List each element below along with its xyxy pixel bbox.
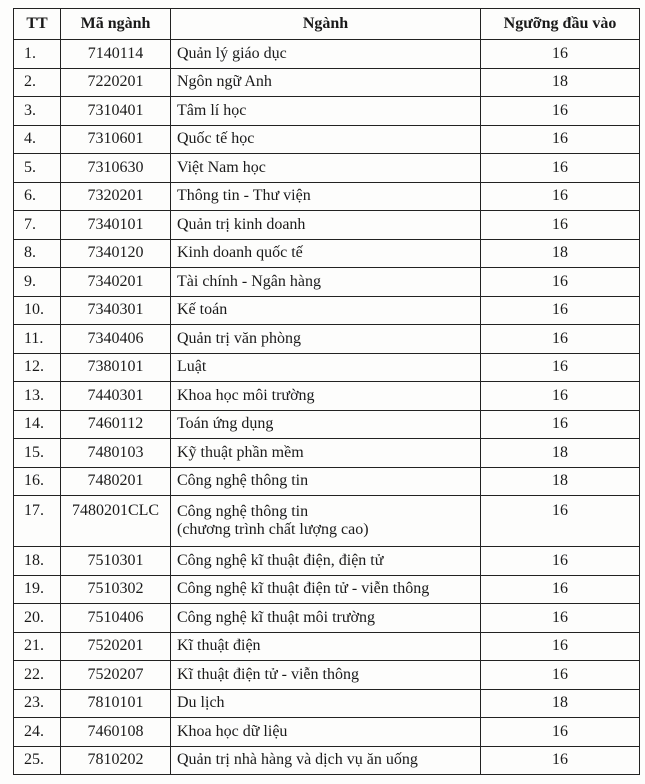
table-row (14, 547, 640, 576)
major-code: 7340120 (61, 239, 171, 268)
row-number: 22. (14, 661, 61, 690)
row-number: 1. (14, 40, 61, 69)
row-number: 10. (14, 296, 61, 325)
threshold-score: 16 (481, 410, 640, 439)
row-number: 9. (14, 268, 61, 297)
row-number: 13. (14, 382, 61, 411)
table-row (14, 604, 640, 633)
major-name: Ngôn ngữ Anh (171, 68, 481, 97)
row-number: 12. (14, 353, 61, 382)
table-row (14, 182, 640, 211)
table-body (14, 40, 640, 775)
threshold-score: 16 (481, 325, 640, 354)
threshold-score: 16 (481, 746, 640, 775)
threshold-score: 16 (481, 97, 640, 126)
threshold-score: 16 (481, 632, 640, 661)
table-row (14, 353, 640, 382)
table-row (14, 410, 640, 439)
row-number: 4. (14, 125, 61, 154)
major-name: Kĩ thuật điện (171, 632, 481, 661)
table-row (14, 746, 640, 775)
major-code: 7460112 (61, 410, 171, 439)
threshold-score: 16 (481, 353, 640, 382)
row-number: 2. (14, 68, 61, 97)
threshold-score: 16 (481, 40, 640, 69)
major-code: 7520201 (61, 632, 171, 661)
major-name: Kế toán (171, 296, 481, 325)
major-name: Công nghệ kĩ thuật môi trường (171, 604, 481, 633)
table-row (14, 211, 640, 240)
major-name-line2: (chương trình chất lượng cao) (177, 521, 369, 538)
row-number: 25. (14, 746, 61, 775)
major-name: Kĩ thuật điện tử - viễn thông (171, 661, 481, 690)
threshold-score: 16 (481, 125, 640, 154)
table-row (14, 661, 640, 690)
row-number: 21. (14, 632, 61, 661)
header-name: Ngành (171, 9, 481, 40)
major-code: 7140114 (61, 40, 171, 69)
header-tt: TT (14, 9, 61, 40)
table-row (14, 296, 640, 325)
table-row (14, 718, 640, 747)
table-row (14, 268, 640, 297)
major-name: Thông tin - Thư viện (171, 182, 481, 211)
major-name: Công nghệ thông tin (171, 467, 481, 496)
major-code: 7310401 (61, 97, 171, 126)
major-code: 7440301 (61, 382, 171, 411)
threshold-score: 18 (481, 689, 640, 718)
major-name (171, 496, 481, 547)
table-row (14, 325, 640, 354)
threshold-score: 16 (481, 296, 640, 325)
major-code: 7220201 (61, 68, 171, 97)
major-code: 7340101 (61, 211, 171, 240)
major-code: 7340201 (61, 268, 171, 297)
major-code: 7510301 (61, 547, 171, 576)
table-row (14, 154, 640, 183)
header-score: Ngưỡng đầu vào (481, 9, 640, 40)
major-code: 7810202 (61, 746, 171, 775)
row-number: 24. (14, 718, 61, 747)
major-name: Toán ứng dụng (171, 410, 481, 439)
major-code: 7310601 (61, 125, 171, 154)
row-number: 20. (14, 604, 61, 633)
major-name: Du lịch (171, 689, 481, 718)
row-number: 15. (14, 439, 61, 468)
major-code: 7480201 (61, 467, 171, 496)
table-row (14, 125, 640, 154)
major-code: 7810101 (61, 689, 171, 718)
major-code: 7380101 (61, 353, 171, 382)
major-name: Tài chính - Ngân hàng (171, 268, 481, 297)
major-code: 7340301 (61, 296, 171, 325)
major-name-line1: Công nghệ thông tin (177, 503, 309, 520)
table-row (14, 632, 640, 661)
major-name: Quản trị kinh doanh (171, 211, 481, 240)
threshold-score: 16 (481, 718, 640, 747)
major-name: Quản lý giáo dục (171, 40, 481, 69)
threshold-score: 16 (481, 575, 640, 604)
threshold-score: 16 (481, 661, 640, 690)
threshold-score: 16 (481, 604, 640, 633)
row-number: 17. (14, 496, 61, 547)
table-row (14, 382, 640, 411)
row-number: 23. (14, 689, 61, 718)
table-row (14, 439, 640, 468)
row-number: 7. (14, 211, 61, 240)
row-number: 14. (14, 410, 61, 439)
threshold-score: 16 (481, 268, 640, 297)
admission-threshold-table (13, 8, 640, 775)
major-name: Tâm lí học (171, 97, 481, 126)
row-number: 3. (14, 97, 61, 126)
table-row (14, 496, 640, 547)
major-code: 7460108 (61, 718, 171, 747)
major-code: 7320201 (61, 182, 171, 211)
threshold-score: 16 (481, 211, 640, 240)
row-number: 5. (14, 154, 61, 183)
threshold-score: 16 (481, 154, 640, 183)
major-name: Luật (171, 353, 481, 382)
major-name: Quản trị nhà hàng và dịch vụ ăn uống (171, 746, 481, 775)
threshold-score: 16 (481, 496, 640, 547)
major-code: 7510406 (61, 604, 171, 633)
major-name: Công nghệ kĩ thuật điện tử - viễn thông (171, 575, 481, 604)
major-code: 7310630 (61, 154, 171, 183)
table-row (14, 575, 640, 604)
threshold-score: 18 (481, 439, 640, 468)
row-number: 18. (14, 547, 61, 576)
table-row (14, 689, 640, 718)
row-number: 16. (14, 467, 61, 496)
threshold-score: 18 (481, 68, 640, 97)
threshold-score: 16 (481, 547, 640, 576)
threshold-score: 18 (481, 239, 640, 268)
major-name: Quốc tế học (171, 125, 481, 154)
header-code: Mã ngành (61, 9, 171, 40)
major-code: 7480201CLC (61, 496, 171, 547)
table-row (14, 68, 640, 97)
major-name: Khoa học dữ liệu (171, 718, 481, 747)
table-row (14, 467, 640, 496)
table-row (14, 97, 640, 126)
row-number: 6. (14, 182, 61, 211)
major-name: Việt Nam học (171, 154, 481, 183)
major-name: Kinh doanh quốc tế (171, 239, 481, 268)
threshold-score: 16 (481, 182, 640, 211)
major-name: Kỹ thuật phần mềm (171, 439, 481, 468)
table-row (14, 239, 640, 268)
major-code: 7510302 (61, 575, 171, 604)
row-number: 19. (14, 575, 61, 604)
table-header-row (14, 9, 640, 40)
threshold-score: 16 (481, 382, 640, 411)
table-row (14, 40, 640, 69)
major-name: Công nghệ kĩ thuật điện, điện tử (171, 547, 481, 576)
major-name: Khoa học môi trường (171, 382, 481, 411)
row-number: 8. (14, 239, 61, 268)
major-code: 7520207 (61, 661, 171, 690)
threshold-score: 18 (481, 467, 640, 496)
major-code: 7340406 (61, 325, 171, 354)
major-code: 7480103 (61, 439, 171, 468)
major-name: Quản trị văn phòng (171, 325, 481, 354)
row-number: 11. (14, 325, 61, 354)
